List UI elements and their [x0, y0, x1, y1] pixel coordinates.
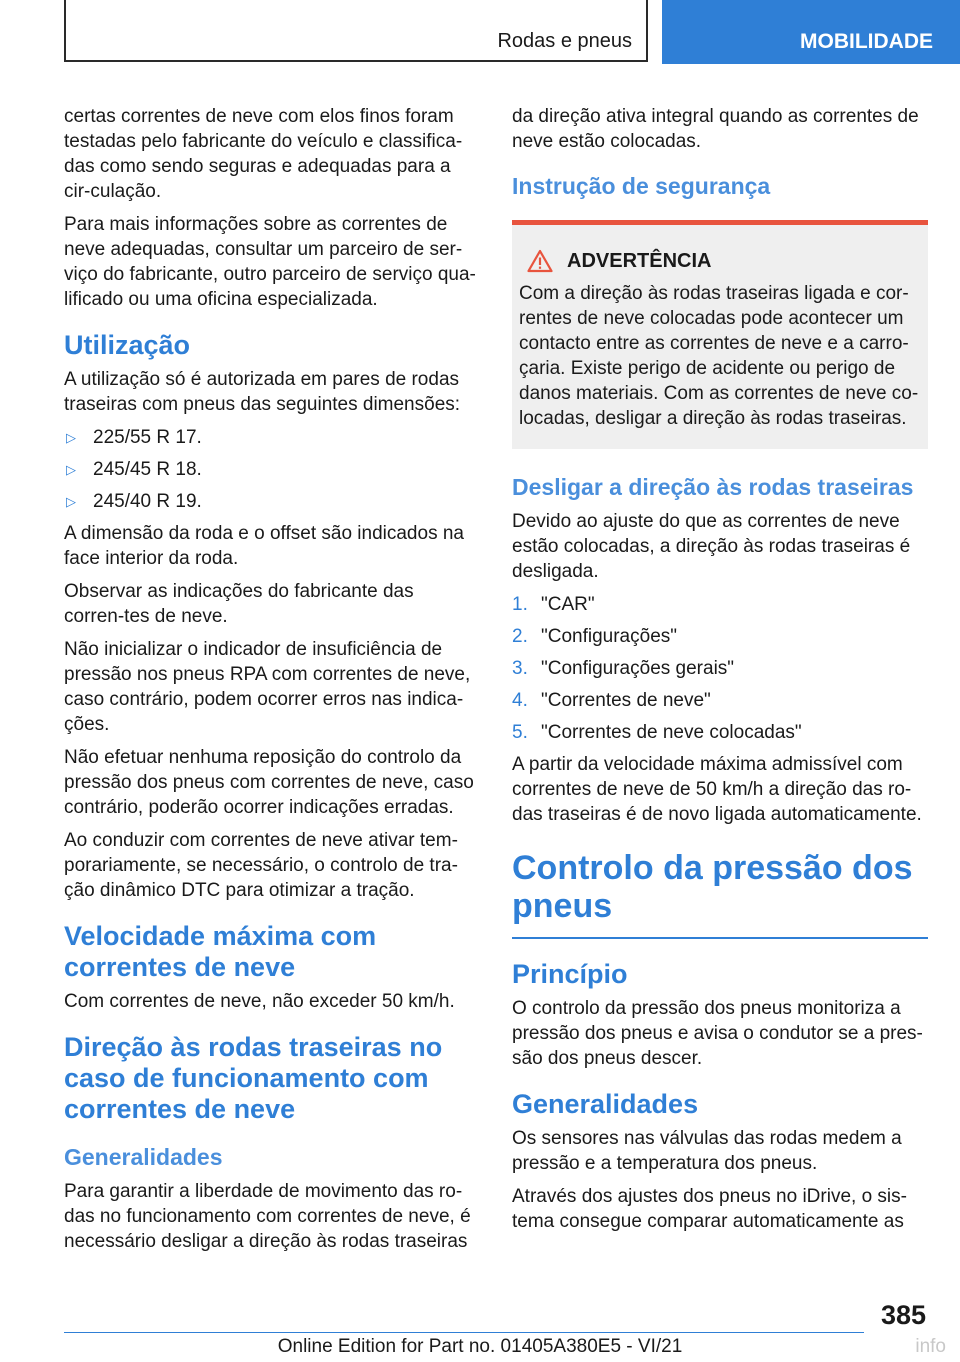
list-item	[512, 656, 928, 681]
list-item	[512, 592, 928, 617]
heading-direcao: Direção às rodas traseiras no caso de funcionamento com correntes de neve	[64, 1032, 443, 1124]
heading-rule	[512, 937, 928, 939]
footer-edition: Online Edition for Part no. 01405A380E5 - VI/21	[277, 1336, 683, 1357]
paragraph: certas correntes de neve com elos finos foram testadas pelo fabricante do veículo e classifica-das como sendo seguras e adequadas para a cir-culação.	[64, 106, 463, 202]
tire-size-list	[64, 425, 479, 514]
list-item: ▷ 245/40 R 19.	[66, 491, 202, 512]
step-number: 1.	[512, 594, 528, 615]
paragraph: Com correntes de neve, não exceder 50 km/h.	[64, 991, 455, 1012]
right-column	[512, 104, 928, 1242]
left-column	[64, 104, 479, 1262]
list-item: ▷ 225/55 R 17.	[66, 427, 202, 448]
step-text: "CAR"	[541, 594, 595, 615]
paragraph: A partir da velocidade máxima admissível com correntes de neve de 50 km/h a direção das ro-das traseiras é de novo ligada automaticamente.	[512, 754, 922, 825]
footer-watermark: info	[915, 1336, 946, 1357]
paragraph: A utilização só é autorizada em pares de rodas traseiras com pneus das seguintes dimensões:	[64, 369, 461, 415]
list-item	[512, 720, 928, 745]
paragraph: da direção ativa integral quando as correntes de neve estão colocadas.	[512, 106, 919, 152]
warning-triangle-icon	[527, 249, 553, 273]
steps-list	[512, 592, 928, 745]
subheading-instrucao: Instrução de segurança	[512, 173, 771, 199]
heading-principio: Princípio	[512, 959, 628, 989]
paragraph: Para garantir a liberdade de movimento das ro-das no funcionamento com correntes de neve, é necessário desligar a direção às rodas traseiras	[64, 1181, 471, 1252]
paragraph: Para mais informações sobre as correntes de neve adequadas, consultar um parceiro de ser-viço do fabricante, outro parceiro de serviço qua-lificado ou uma oficina especializada.	[64, 214, 476, 310]
step-number: 2.	[512, 626, 528, 647]
page-number: 385	[880, 1300, 926, 1330]
step-text: "Correntes de neve"	[541, 690, 711, 711]
paragraph: Os sensores nas válvulas das rodas medem a pressão e a temperatura dos pneus.	[512, 1128, 902, 1174]
paragraph: A dimensão da roda e o offset são indicados na face interior da roda.	[64, 523, 464, 569]
paragraph: Observar as indicações do fabricante das corren-tes de neve.	[64, 581, 414, 627]
step-number: 4.	[512, 690, 528, 711]
triangle-bullet-icon: ▷	[66, 494, 76, 509]
step-number: 3.	[512, 658, 528, 679]
paragraph: Através dos ajustes dos pneus no iDrive, o sis-tema consegue comparar automaticamente as	[512, 1186, 907, 1232]
page-header	[0, 0, 960, 66]
step-number: 5.	[512, 722, 528, 743]
warning-box	[512, 220, 928, 449]
warning-text: Com a direção às rodas traseiras ligada e cor-rentes de neve colocadas pode acontecer um contacto entre as correntes de neve e a carro-çaria. Existe perigo de acidente ou perigo de danos materiais. Com as correntes de neve co-locadas, desligar a direção às rodas traseiras.	[519, 283, 919, 429]
header-chapter-tab: MOBILIDADE	[662, 0, 960, 64]
step-text: "Correntes de neve colocadas"	[541, 722, 802, 743]
footer-rule	[64, 1332, 864, 1333]
heading-generalidades: Generalidades	[512, 1089, 699, 1119]
step-text: "Configurações gerais"	[541, 658, 735, 679]
triangle-bullet-icon: ▷	[66, 462, 76, 477]
subheading-desligar: Desligar a direção às rodas traseiras	[512, 474, 914, 500]
header-section-title: Rodas e pneus	[497, 30, 632, 52]
list-item	[512, 624, 928, 649]
warning-title	[519, 249, 920, 273]
heading-controlo-pressao: Controlo da pressão dos pneus	[512, 849, 913, 925]
list-item	[512, 688, 928, 713]
triangle-bullet-icon: ▷	[66, 430, 76, 445]
paragraph: Ao conduzir com correntes de neve ativar tem-porariamente, se necessário, o controlo de tra-ção dinâmico DTC para otimizar a tração.	[64, 830, 458, 901]
paragraph: Não efetuar nenhuma reposição do controlo da pressão dos pneus com correntes de neve, caso contrário, poderão ocorrer indicações erradas.	[64, 747, 474, 818]
list-item: ▷ 245/45 R 18.	[66, 459, 202, 480]
header-section-box	[64, 0, 648, 62]
paragraph: Devido ao ajuste do que as correntes de neve estão colocadas, a direção às rodas traseiras é desligada.	[512, 511, 911, 582]
warning-title-text: ADVERTÊNCIA	[567, 249, 712, 272]
step-text: "Configurações"	[541, 626, 678, 647]
subheading-generalidades: Generalidades	[64, 1144, 223, 1170]
paragraph: O controlo da pressão dos pneus monitoriza a pressão dos pneus e avisa o condutor se a pres-são dos pneus descer.	[512, 998, 923, 1069]
heading-utilizacao: Utilização	[64, 330, 191, 360]
heading-velocidade: Velocidade máxima com correntes de neve	[64, 921, 377, 982]
paragraph: Não inicializar o indicador de insuficiência de pressão nos pneus RPA com correntes de neve, caso contrário, podem ocorrer erros nas indica-ções.	[64, 639, 471, 735]
